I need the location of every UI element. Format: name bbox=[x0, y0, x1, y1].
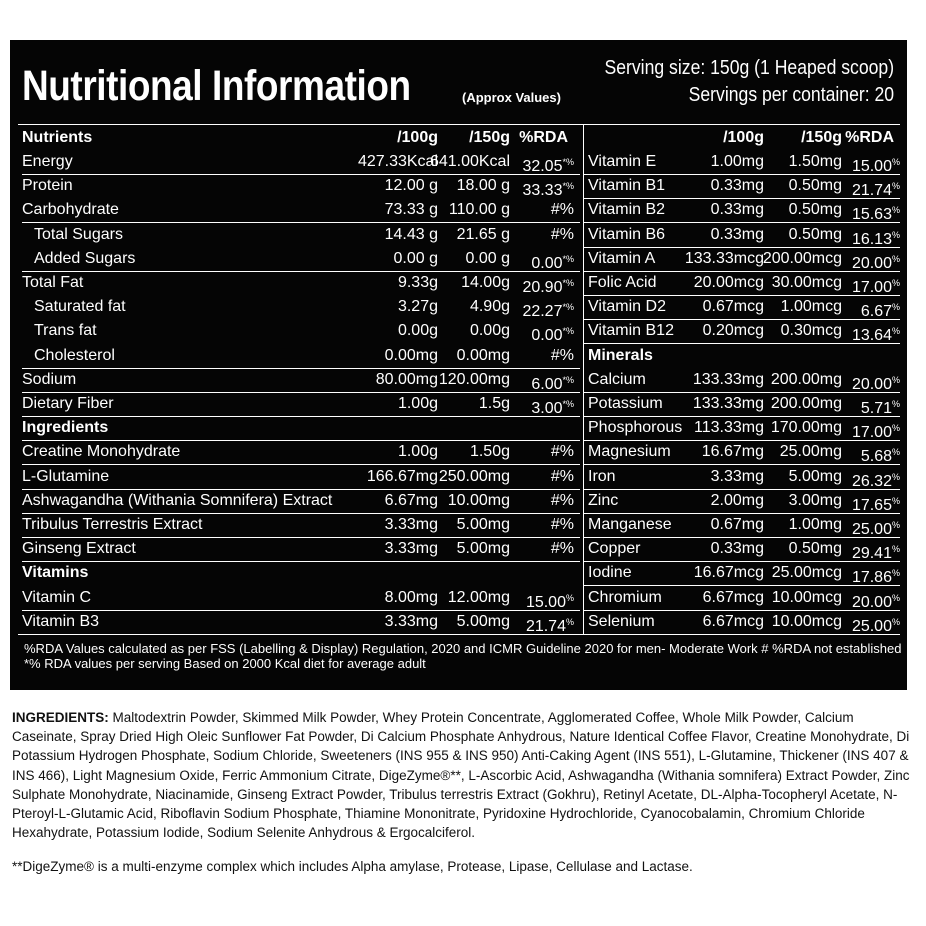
value-per-150g: 0.30mcg bbox=[780, 322, 842, 340]
nutrition-panel bbox=[10, 40, 907, 690]
rda-symbol: % bbox=[891, 229, 900, 240]
row-label: Magnesium bbox=[588, 443, 671, 461]
rda-number: 5.68 bbox=[860, 448, 892, 466]
rda-symbol: % bbox=[891, 374, 900, 385]
row-label: Vitamin B12 bbox=[588, 322, 674, 340]
value-per-100g: 0.67mg bbox=[710, 516, 764, 533]
value-per-150g: 110.00 g bbox=[448, 201, 510, 219]
table-row bbox=[22, 489, 580, 514]
table-row bbox=[22, 440, 580, 465]
rda-symbol: *% bbox=[562, 302, 574, 313]
table-row bbox=[584, 223, 900, 248]
row-label: Added Sugars bbox=[34, 249, 136, 267]
value-per-100g: 12.00 g bbox=[384, 177, 438, 195]
value-per-100g: 80.00mg bbox=[375, 370, 438, 388]
rda-symbol: % bbox=[891, 181, 900, 192]
ingredients-paragraph bbox=[12, 708, 912, 842]
table-row bbox=[22, 223, 580, 247]
table-row bbox=[584, 319, 900, 344]
rda-symbol: % bbox=[565, 616, 574, 627]
rda-symbol: % bbox=[891, 544, 900, 555]
rda-number: #% bbox=[550, 516, 574, 533]
rda-number: 32.05 bbox=[522, 158, 563, 175]
value-per-150g: 1.50g bbox=[469, 443, 510, 461]
value-per-100g: 14.43 g bbox=[384, 225, 438, 243]
rda-value bbox=[551, 344, 574, 368]
row-label: Zinc bbox=[588, 491, 619, 509]
value-per-150g: 0.50mg bbox=[788, 540, 842, 558]
row-label: Vitamin B2 bbox=[588, 201, 666, 219]
value-per-100g: 1.00g bbox=[397, 443, 438, 461]
value-per-150g: 3.00mg bbox=[788, 491, 842, 509]
row-label: Ingredients bbox=[22, 419, 109, 437]
table-row bbox=[22, 392, 580, 417]
table-row bbox=[22, 465, 580, 490]
row-label: Sodium bbox=[22, 370, 77, 388]
panel-title: Nutritional Information bbox=[22, 62, 411, 110]
table-row bbox=[584, 392, 900, 417]
table-row bbox=[584, 344, 900, 368]
rda-number: 20.00 bbox=[851, 254, 892, 272]
rda-number: 0.00 bbox=[531, 327, 563, 345]
table-row bbox=[22, 368, 580, 393]
row-label: Iron bbox=[588, 467, 616, 485]
table-row bbox=[22, 271, 580, 295]
table-row bbox=[584, 440, 900, 465]
rda-number: 20.00 bbox=[851, 375, 892, 393]
rda-number: #% bbox=[550, 346, 574, 364]
value-per-150g: 5.00mg bbox=[456, 516, 510, 533]
rda-symbol: *% bbox=[562, 253, 574, 264]
value-per-150g: 5.00mg bbox=[456, 540, 510, 558]
value-per-150g: 18.00 g bbox=[456, 177, 510, 195]
value-per-150g: 250.00mg bbox=[438, 467, 510, 485]
value-per-150g: 200.00mg bbox=[770, 395, 842, 412]
left-column-header bbox=[22, 126, 580, 150]
value-per-150g: 200.00mcg bbox=[762, 249, 842, 267]
value-per-100g: 113.33mg bbox=[694, 419, 764, 437]
rda-number: 5.71 bbox=[860, 400, 892, 417]
rda-number: 3.00 bbox=[531, 400, 563, 417]
rda-symbol: % bbox=[891, 568, 900, 579]
row-label: Vitamin B3 bbox=[22, 612, 100, 630]
rda-value bbox=[551, 513, 574, 537]
value-per-150g: 10.00mcg bbox=[771, 588, 842, 606]
row-label: Carbohydrate bbox=[22, 201, 119, 219]
value-per-150g: 5.00mg bbox=[456, 612, 510, 630]
rda-number: 20.00 bbox=[851, 593, 892, 611]
rda-value bbox=[551, 465, 574, 489]
ingredients-text: Maltodextrin Powder, Skimmed Milk Powder, Whey Protein Concentrate, Agglomerated Coffee, Whole Milk Powder, Calcium Caseinate, Spray Dried High Oleic Sunflower Fat Powder, Di Calcium Phosphate Anhydrous, Nature Identical Coffee Flavor, Creatine Monohydrate, Di Potassium Hydrogen Phosphate, Sodium Chloride, Sweeteners (INS 955 & INS 950) Anti-Caking Agent (INS 551), L-Glutamine, Thickener (INS 407 & INS 466), Light Magnesium Oxide, Ferric Ammonium Citrate, DigeZyme®**, L-Ascorbic Acid, Ashwagandha (Withania somnifera) Extract Powder, Zinc Sulphate Monohydrate, Niacinamide, Ginseng Extract Powder, Tribulus terrestris Extract (Gokhru), Retinyl Acetate, DL-Alpha-Tocopheryl Acetate, N-Pteroyl-L-Glutamic Acid, Riboflavin Sodium Phosphate, Thiamine Mononitrate, Pyridoxine Hydrochloride, Cyanocobalamin, Chromium Chloride Hexahydrate, Potassium Iodide, Sodium Selenite Anhydrous & Ergocalciferol. bbox=[12, 710, 910, 841]
rda-value bbox=[551, 198, 574, 222]
value-per-150g: 1.50mg bbox=[788, 153, 842, 170]
value-per-100g: 3.33mg bbox=[710, 467, 764, 485]
value-per-100g: 6.67mcg bbox=[702, 588, 764, 606]
rda-symbol: *% bbox=[562, 374, 574, 385]
value-per-100g: 9.33g bbox=[397, 274, 438, 291]
row-label: Dietary Fiber bbox=[22, 395, 114, 412]
table-row bbox=[584, 150, 900, 175]
table-row bbox=[584, 537, 900, 562]
value-per-100g: 166.67mg bbox=[366, 467, 438, 485]
rda-number: 33.33 bbox=[522, 182, 563, 200]
rda-number: 17.86 bbox=[851, 569, 892, 587]
rda-symbol: % bbox=[891, 520, 900, 530]
rda-number: 13.64 bbox=[851, 327, 892, 345]
row-label: Creatine Monohydrate bbox=[22, 443, 181, 461]
value-per-150g: 0.50mg bbox=[788, 201, 842, 219]
row-label: Vitamin B6 bbox=[588, 225, 666, 243]
table-row bbox=[22, 198, 580, 223]
table-row bbox=[22, 319, 580, 343]
row-label: Vitamin A bbox=[588, 249, 656, 267]
table-row bbox=[22, 174, 580, 198]
row-label: Vitamin C bbox=[22, 588, 92, 606]
rda-symbol: % bbox=[891, 423, 900, 434]
value-per-100g: 0.33mg bbox=[710, 225, 764, 243]
table-row bbox=[584, 271, 900, 296]
rda-number: 29.41 bbox=[851, 545, 892, 563]
row-label: Cholesterol bbox=[34, 346, 115, 364]
row-label: Tribulus Terrestris Extract bbox=[22, 516, 203, 533]
rda-symbol: *% bbox=[562, 278, 574, 288]
rda-value bbox=[852, 610, 900, 639]
value-per-100g: 3.33mg bbox=[384, 516, 438, 533]
rda-number: 15.00 bbox=[525, 593, 566, 611]
rda-number: 17.65 bbox=[851, 496, 892, 514]
rda-number: #% bbox=[550, 467, 574, 485]
row-label: L-Glutamine bbox=[22, 467, 110, 485]
rda-number: 0.00 bbox=[531, 254, 563, 272]
rda-value bbox=[551, 223, 574, 247]
value-per-100g: 133.33mg bbox=[692, 395, 764, 412]
table-row bbox=[584, 368, 900, 393]
value-per-100g: 8.00mg bbox=[384, 588, 438, 606]
value-per-100g: 0.33mg bbox=[710, 540, 764, 558]
row-label: Phosphorous bbox=[588, 419, 683, 437]
rda-header: %RDA bbox=[519, 129, 568, 146]
value-per-150g: 0.50mg bbox=[788, 225, 842, 243]
rda-symbol: *% bbox=[562, 157, 574, 167]
rda-symbol: % bbox=[891, 616, 900, 627]
rda-number: #% bbox=[550, 225, 574, 243]
footnote-line-1: %RDA Values calculated as per FSS (Labelling & Display) Regulation, 2020 and ICMR Guideline 2020 for men- Moderate Work # %RDA not established bbox=[24, 641, 902, 656]
rda-number: #% bbox=[550, 201, 574, 219]
value-per-100g: 1.00g bbox=[397, 395, 438, 412]
rda-number: #% bbox=[550, 491, 574, 509]
rda-symbol: *% bbox=[562, 326, 574, 337]
value-per-150g: 1.00mg bbox=[788, 516, 842, 533]
rda-number: 17.00 bbox=[851, 424, 892, 442]
row-label: Total Fat bbox=[22, 274, 84, 291]
row-label: Vitamin D2 bbox=[588, 298, 666, 316]
table-row bbox=[584, 198, 900, 223]
value-per-150g: 0.00mg bbox=[456, 346, 510, 364]
digezyme-note: **DigeZyme® is a multi-enzyme complex which includes Alpha amylase, Protease, Lipase, Cellulase and Lactase. bbox=[12, 859, 693, 874]
value-per-100g: 427.33Kcal bbox=[357, 153, 438, 170]
rda-symbol: % bbox=[891, 447, 900, 458]
per100-header: /100g bbox=[723, 129, 764, 146]
value-per-100g: 133.33mcg bbox=[684, 249, 764, 267]
row-label: Vitamins bbox=[22, 564, 89, 582]
value-per-100g: 0.33mg bbox=[710, 201, 764, 219]
value-per-150g: 10.00mg bbox=[447, 491, 510, 509]
rda-symbol: % bbox=[891, 326, 900, 337]
row-label: Ginseng Extract bbox=[22, 540, 136, 558]
row-label: Potassium bbox=[588, 395, 663, 412]
value-per-150g: 170.00mg bbox=[770, 419, 842, 437]
value-per-100g: 0.33mg bbox=[710, 177, 764, 195]
value-per-150g: 30.00mcg bbox=[771, 274, 842, 291]
rda-number: 25.00 bbox=[851, 521, 892, 538]
rda-value bbox=[526, 610, 574, 639]
rda-symbol: % bbox=[891, 495, 900, 506]
rda-number: 6.67 bbox=[860, 303, 892, 321]
table-row bbox=[584, 610, 900, 635]
value-per-100g: 3.33mg bbox=[384, 612, 438, 630]
table-row bbox=[22, 586, 580, 611]
table-row bbox=[584, 489, 900, 514]
row-label: Vitamin B1 bbox=[588, 177, 666, 195]
rda-value bbox=[551, 440, 574, 464]
rda-number: 15.00 bbox=[851, 158, 892, 175]
per100-header: /100g bbox=[397, 129, 438, 146]
rda-symbol: *% bbox=[562, 399, 574, 409]
nutrients-header: Nutrients bbox=[22, 129, 93, 146]
rda-symbol: % bbox=[891, 471, 900, 482]
rda-number: 6.00 bbox=[531, 375, 563, 393]
table-row bbox=[22, 295, 580, 319]
rda-number: 21.74 bbox=[851, 182, 892, 200]
row-label: Copper bbox=[588, 540, 641, 558]
value-per-100g: 16.67mg bbox=[701, 443, 764, 461]
rda-value bbox=[551, 489, 574, 513]
value-per-150g: 1.00mcg bbox=[780, 298, 842, 316]
table-row bbox=[22, 247, 580, 272]
table-row bbox=[584, 247, 900, 272]
rda-symbol: % bbox=[565, 592, 574, 603]
rda-number: #% bbox=[550, 540, 574, 558]
footnote-line-2: *% RDA values per serving Based on 2000 Kcal diet for average adult bbox=[24, 656, 426, 671]
rda-symbol: % bbox=[891, 253, 900, 264]
rda-number: #% bbox=[550, 443, 574, 461]
row-label: Ashwagandha (Withania Somnifera) Extract bbox=[22, 491, 333, 509]
table-row bbox=[22, 150, 580, 175]
row-label: Iodine bbox=[588, 564, 632, 582]
servings-per-container: Servings per container: 20 bbox=[688, 84, 894, 106]
row-label: Calcium bbox=[588, 370, 646, 388]
value-per-100g: 20.00mcg bbox=[693, 274, 764, 291]
value-per-100g: 6.67mg bbox=[384, 491, 438, 509]
rda-header: %RDA bbox=[845, 129, 894, 146]
value-per-150g: 0.50mg bbox=[788, 177, 842, 195]
right-column-header bbox=[588, 126, 900, 150]
rda-number: 15.63 bbox=[851, 206, 892, 224]
serving-size: Serving size: 150g (1 Heaped scoop) bbox=[604, 57, 894, 79]
row-label: Chromium bbox=[588, 588, 662, 606]
value-per-100g: 3.33mg bbox=[384, 540, 438, 558]
value-per-150g: 200.00mg bbox=[770, 370, 842, 388]
table-row bbox=[22, 537, 580, 562]
row-label: Energy bbox=[22, 153, 73, 170]
rda-value bbox=[551, 537, 574, 561]
value-per-150g: 0.00 g bbox=[465, 249, 510, 267]
value-per-100g: 73.33 g bbox=[384, 201, 438, 219]
row-label: Manganese bbox=[588, 516, 672, 533]
value-per-100g: 0.00 g bbox=[393, 249, 438, 267]
table-row bbox=[584, 465, 900, 490]
row-label: Vitamin E bbox=[588, 153, 657, 170]
rda-number: 26.32 bbox=[851, 472, 892, 490]
row-label: Minerals bbox=[588, 346, 653, 364]
row-label: Protein bbox=[22, 177, 73, 195]
rda-symbol: *% bbox=[562, 181, 574, 192]
value-per-150g: 0.00g bbox=[469, 322, 510, 340]
row-label: Folic Acid bbox=[588, 274, 657, 291]
rda-number: 21.74 bbox=[525, 617, 566, 635]
value-per-100g: 6.67mcg bbox=[702, 612, 764, 630]
value-per-100g: 0.00mg bbox=[384, 346, 438, 364]
table-row bbox=[584, 586, 900, 611]
value-per-150g: 14.00g bbox=[461, 274, 510, 291]
rda-number: 20.90 bbox=[522, 279, 563, 296]
table-row bbox=[584, 295, 900, 320]
value-per-100g: 3.27g bbox=[397, 298, 438, 316]
rda-number: 25.00 bbox=[851, 617, 892, 635]
table-row bbox=[22, 610, 580, 635]
serving-info bbox=[604, 55, 894, 109]
table-top-rule bbox=[18, 124, 900, 125]
value-per-100g: 0.67mcg bbox=[702, 298, 764, 316]
per150-header: /150g bbox=[801, 129, 842, 146]
table-row bbox=[584, 416, 900, 441]
table-row bbox=[22, 416, 580, 441]
row-label: Selenium bbox=[588, 612, 655, 630]
table-row bbox=[22, 561, 580, 585]
rda-number: 16.13 bbox=[851, 230, 892, 248]
table-row bbox=[22, 344, 580, 369]
value-per-150g: 25.00mcg bbox=[771, 564, 842, 582]
value-per-150g: 21.65 g bbox=[456, 225, 510, 243]
value-per-150g: 5.00mg bbox=[788, 467, 842, 485]
value-per-150g: 120.00mg bbox=[438, 370, 510, 388]
rda-symbol: % bbox=[891, 399, 900, 409]
value-per-100g: 1.00mg bbox=[710, 153, 764, 170]
table-row bbox=[584, 561, 900, 586]
per150-header: /150g bbox=[469, 129, 510, 146]
value-per-100g: 133.33mg bbox=[692, 370, 764, 388]
table-row bbox=[22, 513, 580, 538]
value-per-150g: 12.00mg bbox=[447, 588, 510, 606]
value-per-150g: 4.90g bbox=[469, 298, 510, 316]
table-row bbox=[584, 174, 900, 199]
ingredients-label: INGREDIENTS: bbox=[12, 710, 109, 725]
row-label: Trans fat bbox=[34, 322, 97, 340]
rda-symbol: % bbox=[891, 302, 900, 313]
approx-values-note: (Approx Values) bbox=[462, 90, 561, 105]
value-per-100g: 0.00g bbox=[397, 322, 438, 340]
table-row bbox=[584, 513, 900, 538]
value-per-100g: 16.67mcg bbox=[693, 564, 764, 582]
value-per-100g: 2.00mg bbox=[710, 491, 764, 509]
rda-symbol: % bbox=[891, 278, 900, 288]
value-per-100g: 0.20mcg bbox=[702, 322, 764, 340]
value-per-150g: 10.00mcg bbox=[771, 612, 842, 630]
value-per-150g: 25.00mg bbox=[779, 443, 842, 461]
row-label: Total Sugars bbox=[34, 225, 123, 243]
rda-symbol: % bbox=[891, 592, 900, 603]
rda-symbol: % bbox=[891, 157, 900, 167]
value-per-150g: 1.5g bbox=[478, 395, 510, 412]
rda-number: 17.00 bbox=[851, 279, 892, 296]
value-per-150g: 641.00Kcal bbox=[429, 153, 510, 170]
row-label: Saturated fat bbox=[34, 298, 126, 316]
footnotes bbox=[24, 641, 901, 671]
rda-symbol: % bbox=[891, 205, 900, 216]
rda-number: 22.27 bbox=[522, 303, 563, 321]
